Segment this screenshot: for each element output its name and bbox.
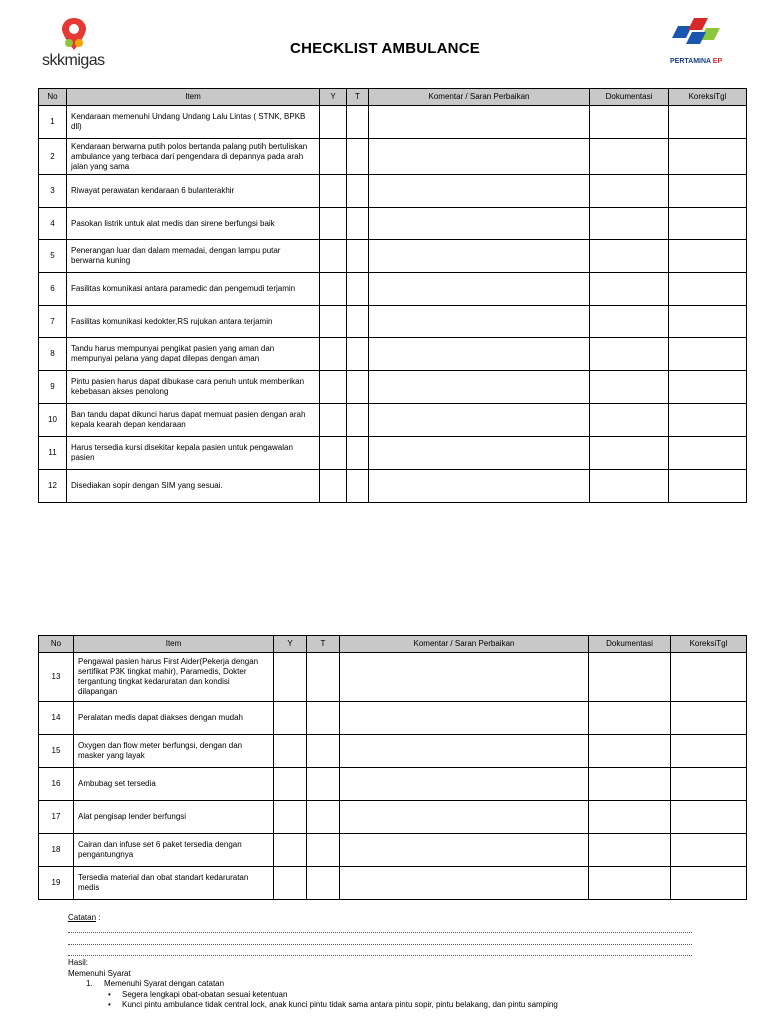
- col-dokumentasi: Dokumentasi: [589, 636, 671, 653]
- row-number: 12: [39, 470, 67, 503]
- cell-dokumentasi[interactable]: [590, 404, 669, 437]
- cell-koreksi[interactable]: [671, 735, 747, 768]
- cell-t[interactable]: [347, 273, 369, 306]
- cell-komentar[interactable]: [340, 768, 589, 801]
- row-number: 9: [39, 371, 67, 404]
- row-item: Tandu harus mempunyai pengikat pasien yang aman dan mempunyai pelana yang dapat dilepas dengan aman: [67, 338, 320, 371]
- cell-komentar[interactable]: [340, 653, 589, 702]
- row-item: Harus tersedia kursi disekitar kepala pasien untuk pengawalan pasien: [67, 437, 320, 470]
- cell-y[interactable]: [320, 139, 347, 175]
- cell-dokumentasi[interactable]: [590, 139, 669, 175]
- table-row: [39, 240, 747, 273]
- cell-y[interactable]: [274, 801, 307, 834]
- cell-komentar[interactable]: [369, 306, 590, 338]
- result-item-number: 1.: [86, 979, 93, 988]
- table-row: [39, 653, 747, 702]
- cell-y[interactable]: [320, 273, 347, 306]
- cell-koreksi[interactable]: [671, 834, 747, 867]
- cell-komentar[interactable]: [369, 208, 590, 240]
- cell-koreksi[interactable]: [669, 371, 747, 404]
- cell-komentar[interactable]: [369, 338, 590, 371]
- col-t: T: [307, 636, 340, 653]
- row-number: 16: [39, 768, 74, 801]
- cell-y[interactable]: [274, 735, 307, 768]
- checklist-table-1: [38, 88, 747, 503]
- cell-t[interactable]: [307, 801, 340, 834]
- catatan-label: Catatan: [68, 913, 97, 922]
- cell-koreksi[interactable]: [671, 702, 747, 735]
- cell-t[interactable]: [347, 208, 369, 240]
- hasil-label: Hasil:: [68, 958, 89, 967]
- cell-komentar[interactable]: [340, 702, 589, 735]
- col-komentar: Komentar / Saran Perbaikan: [340, 636, 589, 653]
- table-row: [39, 371, 747, 404]
- col-komentar: Komentar / Saran Perbaikan: [369, 89, 590, 106]
- cell-dokumentasi[interactable]: [590, 273, 669, 306]
- cell-dokumentasi[interactable]: [590, 338, 669, 371]
- table-row: [39, 175, 747, 208]
- result-item-text: Memenuhi Syarat dengan catatan: [104, 979, 225, 988]
- cell-komentar[interactable]: [369, 470, 590, 503]
- cell-koreksi[interactable]: [669, 470, 747, 503]
- row-number: 10: [39, 404, 67, 437]
- pertamina-ep-logo: [664, 16, 734, 74]
- cell-dokumentasi[interactable]: [589, 834, 671, 867]
- cell-dokumentasi[interactable]: [589, 768, 671, 801]
- cell-koreksi[interactable]: [669, 437, 747, 470]
- cell-komentar[interactable]: [369, 404, 590, 437]
- row-number: 2: [39, 139, 67, 175]
- row-item: Kendaraan memenuhi Undang Undang Lalu Lintas ( STNK, BPKB dll): [67, 106, 320, 139]
- row-number: 1: [39, 106, 67, 139]
- cell-y[interactable]: [320, 106, 347, 139]
- cell-t[interactable]: [347, 139, 369, 175]
- cell-koreksi[interactable]: [669, 175, 747, 208]
- cell-t[interactable]: [307, 735, 340, 768]
- ep-suffix: EP: [712, 58, 723, 65]
- row-item: Ambubag set tersedia: [74, 768, 274, 801]
- cell-y[interactable]: [320, 208, 347, 240]
- page-header: [0, 0, 768, 80]
- cell-koreksi[interactable]: [669, 106, 747, 139]
- table-row: [39, 273, 747, 306]
- col-no: No: [39, 89, 67, 106]
- col-item: Item: [74, 636, 274, 653]
- skkmigas-brand-text: skkmigas: [42, 52, 105, 69]
- cell-y[interactable]: [274, 867, 307, 900]
- row-number: 14: [39, 702, 74, 735]
- table-row: [39, 139, 747, 175]
- result-bullet: • Kunci pintu ambulance tidak central lock, anak kunci pintu tidak sama antara pintu sopir, pintu belakang, dan pintu samping: [108, 1000, 698, 1011]
- cell-koreksi[interactable]: [669, 240, 747, 273]
- row-number: 18: [39, 834, 74, 867]
- notes-dotted-line: [68, 922, 692, 934]
- cell-komentar[interactable]: [369, 273, 590, 306]
- checklist-table-2: [38, 635, 747, 900]
- row-number: 17: [39, 801, 74, 834]
- row-item: Disediakan sopir dengan SIM yang sesuai.: [67, 470, 320, 503]
- catatan-colon: :: [96, 913, 101, 922]
- cell-koreksi[interactable]: [669, 404, 747, 437]
- table-2-body: [39, 653, 747, 900]
- cell-komentar[interactable]: [340, 867, 589, 900]
- table-row: [39, 208, 747, 240]
- row-number: 7: [39, 306, 67, 338]
- table-row: [39, 834, 747, 867]
- cell-y[interactable]: [320, 338, 347, 371]
- cell-dokumentasi[interactable]: [590, 371, 669, 404]
- cell-dokumentasi[interactable]: [590, 106, 669, 139]
- table-row: [39, 867, 747, 900]
- cell-dokumentasi[interactable]: [590, 175, 669, 208]
- table-1-body: [39, 106, 747, 503]
- table-header-row: [39, 89, 747, 106]
- col-no: No: [39, 636, 74, 653]
- row-item: Pasokan listrik untuk alat medis dan sirene berfungsi baik: [67, 208, 320, 240]
- row-item: Ban tandu dapat dikunci harus dapat memuat pasien dengan arah kepala kearah depan kendaraan: [67, 404, 320, 437]
- row-number: 6: [39, 273, 67, 306]
- row-number: 13: [39, 653, 74, 702]
- col-t: T: [347, 89, 369, 106]
- col-koreksi: KoreksiTgl: [669, 89, 747, 106]
- cell-t[interactable]: [347, 404, 369, 437]
- cell-komentar[interactable]: [340, 735, 589, 768]
- table-row: [39, 735, 747, 768]
- row-number: 4: [39, 208, 67, 240]
- cell-komentar[interactable]: [369, 437, 590, 470]
- cell-dokumentasi[interactable]: [590, 208, 669, 240]
- cell-dokumentasi[interactable]: [589, 735, 671, 768]
- memenuhi-syarat: Memenuhi Syarat: [68, 968, 131, 978]
- result-item-1: [68, 979, 698, 990]
- cell-dokumentasi[interactable]: [590, 437, 669, 470]
- result-bullet: • Segera lengkapi obat-obatan sesuai ketentuan: [108, 990, 698, 1001]
- row-item: Cairan dan infuse set 6 paket tersedia dengan pengantungnya: [74, 834, 274, 867]
- row-number: 19: [39, 867, 74, 900]
- cell-dokumentasi[interactable]: [589, 867, 671, 900]
- table-row: [39, 470, 747, 503]
- table-row: [39, 338, 747, 371]
- row-number: 3: [39, 175, 67, 208]
- pertamina-name: PERTAMINA: [670, 58, 711, 65]
- cell-koreksi[interactable]: [669, 208, 747, 240]
- col-koreksi: KoreksiTgl: [671, 636, 747, 653]
- row-item: Alat pengisap lender berfungsi: [74, 801, 274, 834]
- cell-komentar[interactable]: [369, 175, 590, 208]
- cell-y[interactable]: [320, 404, 347, 437]
- cell-komentar[interactable]: [369, 106, 590, 139]
- table-row: [39, 437, 747, 470]
- cell-y[interactable]: [320, 371, 347, 404]
- cell-y[interactable]: [320, 437, 347, 470]
- cell-t[interactable]: [347, 240, 369, 273]
- page-title: CHECKLIST AMBULANCE: [290, 40, 480, 57]
- notes-section: [68, 913, 698, 1011]
- col-y: Y: [320, 89, 347, 106]
- row-number: 11: [39, 437, 67, 470]
- cell-dokumentasi[interactable]: [590, 240, 669, 273]
- cell-koreksi[interactable]: [671, 653, 747, 702]
- cell-koreksi[interactable]: [669, 139, 747, 175]
- row-item: Kendaraan berwarna putih polos bertanda palang putih bertuliskan ambulance yang terbaca dari pengendara di depannya pada arah jalan yang sama: [67, 139, 320, 175]
- table-row: [39, 801, 747, 834]
- notes-dotted-line: [68, 933, 692, 945]
- cell-y[interactable]: [274, 834, 307, 867]
- cell-y[interactable]: [320, 175, 347, 208]
- pertamina-brand-text: [670, 58, 722, 65]
- cell-komentar[interactable]: [369, 139, 590, 175]
- cell-dokumentasi[interactable]: [589, 801, 671, 834]
- row-item: Penerangan luar dan dalam memadai, dengan lampu putar berwarna kuning: [67, 240, 320, 273]
- cell-t[interactable]: [347, 338, 369, 371]
- cell-t[interactable]: [347, 371, 369, 404]
- cell-koreksi[interactable]: [669, 338, 747, 371]
- cell-koreksi[interactable]: [669, 306, 747, 338]
- row-number: 5: [39, 240, 67, 273]
- cell-t[interactable]: [347, 437, 369, 470]
- col-dokumentasi: Dokumentasi: [590, 89, 669, 106]
- cell-y[interactable]: [320, 240, 347, 273]
- cell-komentar[interactable]: [369, 371, 590, 404]
- cell-dokumentasi[interactable]: [589, 702, 671, 735]
- cell-t[interactable]: [307, 653, 340, 702]
- row-item: Fasilitas komunikasi antara paramedic dan pengemudi terjamin: [67, 273, 320, 306]
- table-row: [39, 702, 747, 735]
- skkmigas-logo: [40, 16, 110, 76]
- table-header-row: [39, 636, 747, 653]
- row-item: Tersedia material dan obat standart kedaruratan medis: [74, 867, 274, 900]
- cell-t[interactable]: [307, 768, 340, 801]
- table-row: [39, 106, 747, 139]
- table-row: [39, 404, 747, 437]
- row-number: 15: [39, 735, 74, 768]
- cell-y[interactable]: [320, 306, 347, 338]
- cell-koreksi[interactable]: [671, 867, 747, 900]
- cell-t[interactable]: [347, 470, 369, 503]
- cell-koreksi[interactable]: [671, 801, 747, 834]
- row-item: Fasilitas komunikasi kedokter,RS rujukan antara terjamin: [67, 306, 320, 338]
- col-item: Item: [67, 89, 320, 106]
- cell-dokumentasi[interactable]: [589, 653, 671, 702]
- cell-komentar[interactable]: [369, 240, 590, 273]
- row-item: Peralatan medis dapat diakses dengan mudah: [74, 702, 274, 735]
- cell-t[interactable]: [307, 834, 340, 867]
- cell-y[interactable]: [274, 768, 307, 801]
- notes-dotted-line: [68, 945, 692, 957]
- cell-t[interactable]: [347, 106, 369, 139]
- cell-komentar[interactable]: [340, 801, 589, 834]
- col-y: Y: [274, 636, 307, 653]
- cell-t[interactable]: [307, 702, 340, 735]
- row-item: Riwayat perawatan kendaraan 6 bulanterakhir: [67, 175, 320, 208]
- cell-y[interactable]: [274, 702, 307, 735]
- cell-dokumentasi[interactable]: [590, 306, 669, 338]
- row-item: Pintu pasien harus dapat dibukase cara penuh untuk memberikan kebebasan akses penolong: [67, 371, 320, 404]
- cell-dokumentasi[interactable]: [590, 470, 669, 503]
- cell-t[interactable]: [307, 867, 340, 900]
- table-row: [39, 768, 747, 801]
- table-row: [39, 306, 747, 338]
- row-item: Pengawal pasien harus First Aider(Pekerja dengan sertifikat P3K tingkat mahir), Paramedis, Dokter tergantung tingkat kedaruratan dan kondisi dilapangan: [74, 653, 274, 702]
- cell-koreksi[interactable]: [669, 273, 747, 306]
- cell-y[interactable]: [320, 470, 347, 503]
- cell-komentar[interactable]: [340, 834, 589, 867]
- cell-t[interactable]: [347, 175, 369, 208]
- cell-t[interactable]: [347, 306, 369, 338]
- row-number: 8: [39, 338, 67, 371]
- cell-y[interactable]: [274, 653, 307, 702]
- row-item: Oxygen dan flow meter berfungsi, dengan dan masker yang layak: [74, 735, 274, 768]
- cell-koreksi[interactable]: [671, 768, 747, 801]
